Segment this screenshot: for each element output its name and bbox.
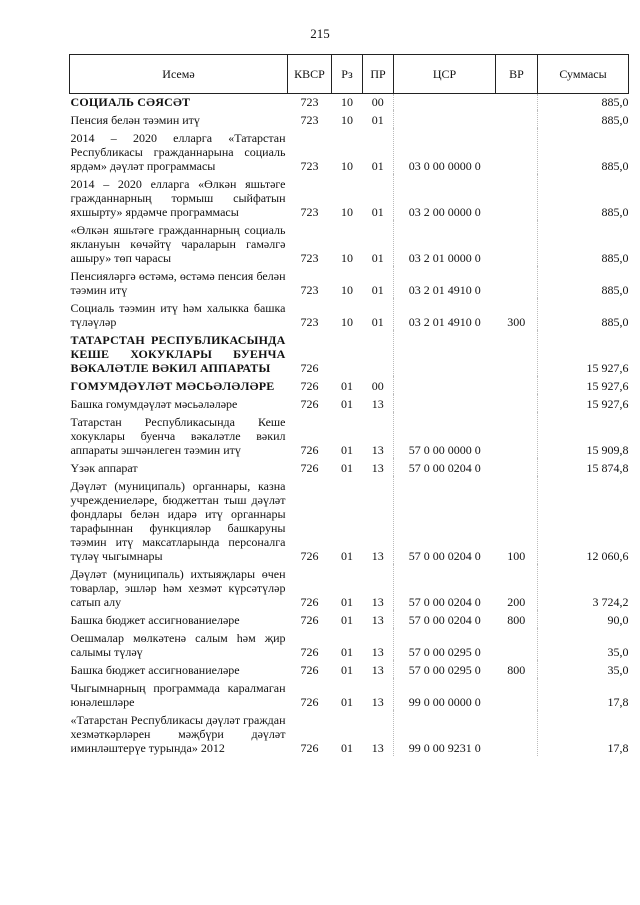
row-amount: 885,0 [538,128,629,174]
row-kvsr: 723 [300,315,319,329]
row-csr: 57 0 00 0295 0 [394,628,496,660]
row-name: 2014 – 2020 елларга «Өлкән яшьтәге гражданнарның тормыш сыйфатын яхшырту» ярдәмче программасы [70,177,286,219]
table-row [70,412,629,458]
row-pr: 13 [371,613,384,627]
table-row [70,476,629,564]
row-vr: 800 [507,663,526,677]
row-csr: 03 2 01 0000 0 [394,220,496,266]
row-name: Башка бюджет ассигнованиеләре [70,613,240,627]
row-kvsr: 723 [300,113,319,127]
table-row [70,220,629,266]
row-csr: 03 0 00 0000 0 [394,128,496,174]
row-kvsr: 726 [300,741,319,755]
header-rz: Рз [332,55,363,94]
row-amount: 12 060,6 [538,476,629,564]
row-pr: 00 [371,379,384,393]
row-name: Татарстан Республикасында Кеше хокуклары буенча вәкаләтле вәкил аппараты эшчәнлеген тәэмин итү [70,415,286,457]
table-row [70,458,629,476]
row-name: СОЦИАЛЬ СӘЯСӘТ [70,95,191,109]
row-amount: 15 927,6 [538,330,629,376]
row-kvsr: 726 [300,613,319,627]
table-row [70,266,629,298]
row-csr: 57 0 00 0204 0 [394,564,496,610]
row-name: ТАТАРСТАН РЕСПУБЛИКАСЫНДА КЕШЕ ХОКУКЛАРЫ БУЕНЧА ВӘКАЛӘТЛЕ ВӘКИЛ АППАРАТЫ [70,333,286,375]
row-amount: 885,0 [538,266,629,298]
row-csr [394,94,496,111]
page-number: 215 [310,26,330,41]
header-kvsr: КВСР [288,55,332,94]
row-kvsr: 723 [300,283,319,297]
row-rz [332,330,363,376]
row-kvsr: 726 [300,443,319,457]
row-vr: 300 [507,315,526,329]
header-vr: ВР [496,55,538,94]
row-kvsr: 726 [300,361,319,375]
row-amount: 35,0 [538,628,629,660]
row-vr [496,628,538,660]
row-amount: 885,0 [538,94,629,111]
row-csr: 03 2 01 4910 0 [394,266,496,298]
row-pr: 13 [371,397,384,411]
row-csr: 99 0 00 0000 0 [394,678,496,710]
row-csr: 57 0 00 0295 0 [394,660,496,678]
row-csr: 57 0 00 0204 0 [394,610,496,628]
row-csr [394,110,496,128]
row-kvsr: 723 [300,95,319,109]
header-csr: ЦСР [394,55,496,94]
row-amount: 17,8 [538,710,629,756]
row-amount: 885,0 [538,298,629,330]
row-rz: 01 [341,443,353,457]
row-vr [496,412,538,458]
row-vr [496,330,538,376]
row-csr: 03 2 01 4910 0 [394,298,496,330]
table-row [70,376,629,394]
row-rz: 01 [341,379,353,393]
row-name: Пенсия белән тәэмин итү [70,113,200,127]
row-rz: 10 [341,113,353,127]
table-row [70,710,629,756]
row-pr: 01 [371,283,384,297]
row-kvsr: 726 [300,379,319,393]
row-csr: 57 0 00 0204 0 [394,476,496,564]
row-vr [496,678,538,710]
row-pr: 13 [371,443,384,457]
row-csr: 57 0 00 0000 0 [394,412,496,458]
row-rz: 01 [341,613,353,627]
row-pr: 01 [371,113,384,127]
table-row [70,94,629,111]
row-name: Пенсияләргә өстәмә, өстәмә пенсия белән тәэмин итү [70,269,286,297]
row-amount: 17,8 [538,678,629,710]
row-name: Социаль тәэмин итү һәм халыкка башка түләүләр [70,301,286,329]
table-row [70,174,629,220]
row-csr [394,376,496,394]
row-csr: 99 0 00 9231 0 [394,710,496,756]
row-vr: 200 [507,595,526,609]
table-row [70,628,629,660]
row-vr [496,458,538,476]
table-row [70,330,629,376]
row-vr [496,220,538,266]
row-pr: 13 [371,695,384,709]
row-kvsr: 723 [300,159,319,173]
row-kvsr: 723 [300,205,319,219]
row-name: ГОМУМДӘҮЛӘТ МӘСЬӘЛӘЛӘРЕ [70,379,275,393]
row-rz: 01 [341,741,353,755]
table-row [70,564,629,610]
row-name: Үзәк аппарат [70,461,138,475]
row-rz: 01 [341,695,353,709]
row-kvsr: 726 [300,645,319,659]
row-kvsr: 726 [300,549,319,563]
row-amount: 35,0 [538,660,629,678]
row-rz: 01 [341,595,353,609]
row-name: 2014 – 2020 елларга «Татарстан Республикасы гражданнарына социаль ярдәм» дәүләт программасы [70,131,286,173]
row-pr: 13 [371,645,384,659]
row-name: Башка бюджет ассигнованиеләре [70,663,240,677]
table-row [70,660,629,678]
row-amount: 3 724,2 [538,564,629,610]
header-amount: Суммасы [538,55,629,94]
row-kvsr: 726 [300,461,319,475]
header-pr: ПР [363,55,394,94]
row-pr: 13 [371,663,384,677]
row-name: Дәүләт (муниципаль) органнары, казна учреждениеләре, бюджеттан тыш дәүләт фондлары белән идарә итү органнары тарафыннан функцияләр башкаруны тәэмин итү максатларында персоналга түләү чыгымнары [70,479,286,563]
row-vr [496,128,538,174]
row-rz: 01 [341,549,353,563]
budget-table [69,54,629,756]
row-csr [394,394,496,412]
row-amount: 15 927,6 [538,394,629,412]
row-kvsr: 723 [300,251,319,265]
table-row [70,128,629,174]
row-amount: 885,0 [538,220,629,266]
row-vr [496,710,538,756]
row-name: Чыгымнарның программада каралмаган юнәлешләре [70,681,286,709]
row-csr [394,330,496,376]
row-amount: 15 909,8 [538,412,629,458]
row-name: Дәүләт (муниципаль) ихтыяҗлары өчен товарлар, эшләр һәм хезмәт күрсәтүләр сатып алу [70,567,286,609]
row-pr: 13 [371,461,384,475]
row-rz: 10 [341,159,353,173]
table-row [70,610,629,628]
row-rz: 01 [341,645,353,659]
row-vr [496,94,538,111]
table-row [70,110,629,128]
row-pr: 13 [371,741,384,755]
row-vr [496,174,538,220]
row-csr: 03 2 00 0000 0 [394,174,496,220]
row-name: «Өлкән яшьтәге гражданнарның социаль яклануын көчәйтү чараларын гамәлгә ашыру» төп чарасы [70,223,286,265]
row-pr: 01 [371,251,384,265]
row-kvsr: 726 [300,595,319,609]
row-pr: 01 [371,205,384,219]
row-name: Башка гомумдәүләт мәсьәләләре [70,397,238,411]
row-amount: 885,0 [538,110,629,128]
row-vr [496,376,538,394]
row-rz: 10 [341,95,353,109]
row-amount: 885,0 [538,174,629,220]
row-rz: 01 [341,663,353,677]
row-vr: 100 [507,549,526,563]
row-vr: 800 [507,613,526,627]
row-amount: 15 927,6 [538,376,629,394]
row-rz: 01 [341,397,353,411]
table-row [70,298,629,330]
table-row [70,394,629,412]
row-pr: 01 [371,159,384,173]
row-amount: 90,0 [538,610,629,628]
row-name: «Татарстан Республикасы дәүләт граждан хезмәткәрләрен мәҗбүри дәүләт иминләштерүе турында» 2012 [70,713,286,755]
row-name: Оешмалар мөлкәтенә салым һәм җир салымы түләү [70,631,286,659]
row-pr [363,330,394,376]
row-csr: 57 0 00 0204 0 [394,458,496,476]
row-vr [496,266,538,298]
row-kvsr: 726 [300,695,319,709]
row-rz: 10 [341,315,353,329]
row-vr [496,394,538,412]
row-vr [496,110,538,128]
table-row [70,678,629,710]
table-header-row [70,55,629,94]
row-pr: 13 [371,595,384,609]
row-rz: 10 [341,251,353,265]
row-rz: 10 [341,283,353,297]
row-pr: 01 [371,315,384,329]
row-pr: 00 [371,95,384,109]
header-name: Исемә [70,55,288,94]
row-kvsr: 726 [300,397,319,411]
row-kvsr: 726 [300,663,319,677]
row-rz: 01 [341,461,353,475]
row-amount: 15 874,8 [538,458,629,476]
row-pr: 13 [371,549,384,563]
row-rz: 10 [341,205,353,219]
